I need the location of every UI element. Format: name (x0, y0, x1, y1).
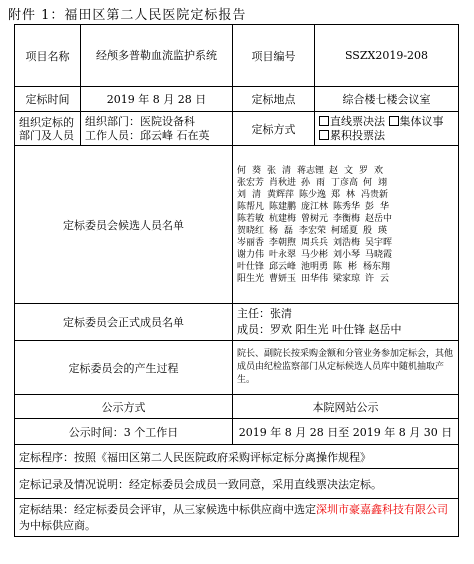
time-value: 2019 年 8 月 28 日 (81, 87, 233, 112)
candidate-name: 瑛 (378, 225, 388, 236)
candidate-name: 梁家琼 (333, 273, 361, 284)
candidate-row (237, 273, 454, 285)
candidate-name: 文 (344, 165, 354, 176)
candidate-name: 葵 (252, 165, 262, 176)
candidate-name: 磊 (284, 225, 294, 236)
candidate-name: 赵岳中 (365, 213, 393, 224)
method-label: 定标方式 (233, 112, 315, 146)
org-info (81, 112, 233, 146)
candidate-name: 岑丽香 (237, 237, 265, 248)
option-cumulative-vote[interactable]: 累积投票法 (319, 129, 385, 142)
candidate-name: 蒋志锂 (297, 165, 325, 176)
candidates-label: 定标委员会候选人员名单 (15, 146, 233, 304)
members-chair: 主任：张清 (237, 307, 292, 320)
candidate-name: 马少彬 (301, 249, 329, 260)
candidate-name: 赵 (329, 165, 339, 176)
candidate-name: 邱云峰 (269, 261, 297, 272)
candidate-name: 刘浩梅 (333, 237, 361, 248)
option-collective[interactable]: 集体议事 (389, 115, 444, 128)
members-info (233, 304, 459, 341)
process-label: 定标委员会的产生过程 (15, 341, 233, 395)
candidate-name: 雨 (316, 177, 326, 188)
candidate-name: 贺晓红 (237, 225, 265, 236)
candidate-name: 刘小琴 (333, 249, 361, 260)
members-label: 定标委员会正式成员名单 (15, 304, 233, 341)
candidate-name: 肖秋进 (269, 177, 297, 188)
publicity-mode-label: 公示方式 (15, 395, 233, 419)
candidate-name: 马晓霞 (365, 249, 393, 260)
candidate-name: 杨东翔 (363, 261, 391, 272)
candidate-name: 庞江林 (301, 201, 329, 212)
candidate-name: 何 (363, 177, 373, 188)
candidate-row (237, 237, 454, 249)
candidate-name: 叶仕锋 (237, 261, 265, 272)
candidates-list (233, 146, 459, 304)
candidate-name: 池明勇 (301, 261, 329, 272)
candidate-name: 陈若敏 (237, 213, 265, 224)
candidate-name: 杭建梅 (269, 213, 297, 224)
project-code-label: 项目编号 (233, 25, 315, 87)
candidate-name: 李宏荣 (299, 225, 327, 236)
candidate-row (237, 225, 454, 237)
candidate-name: 林 (346, 189, 356, 200)
candidate-name: 陈少逸 (299, 189, 327, 200)
place-label: 定标地点 (233, 87, 315, 112)
option-straight-vote[interactable]: 直线票决法 (319, 115, 385, 128)
candidate-name: 叶永翠 (269, 249, 297, 260)
candidate-name: 彬 (348, 261, 358, 272)
candidate-name: 吴宇晖 (365, 237, 393, 248)
candidate-row (237, 165, 454, 177)
candidate-name: 周兵兵 (301, 237, 329, 248)
candidate-name: 刘 (237, 189, 247, 200)
candidate-row (237, 189, 454, 201)
candidate-name: 何 (237, 165, 247, 176)
candidate-row (237, 261, 454, 273)
candidate-name: 李衡梅 (333, 213, 361, 224)
candidate-row (237, 249, 454, 261)
candidate-name: 陈 (333, 261, 343, 272)
candidate-name: 孙 (301, 177, 311, 188)
project-code-value: SSZX2019-208 (315, 25, 459, 87)
candidate-row (237, 213, 454, 225)
candidate-name: 丁彦高 (331, 177, 359, 188)
candidate-name: 李朝煦 (269, 237, 297, 248)
org-staff: 工作人员：邱云峰 石在英 (85, 128, 210, 142)
checkbox-icon (319, 130, 329, 140)
candidate-name: 柯瑶夏 (331, 225, 359, 236)
candidate-name: 阳生光 (237, 273, 265, 284)
publicity-time-label: 公示时间：3 个工作日 (15, 419, 233, 445)
candidate-name: 殷 (363, 225, 373, 236)
bid-report-table (14, 24, 459, 537)
record-text: 定标记录及情况说明：经定标委员会成员一致同意，采用直线票决法定标。 (15, 469, 459, 499)
result-text (15, 499, 459, 537)
winning-company: 深圳市豪嘉鑫科技有限公司 (316, 502, 448, 516)
candidate-name: 郑 (331, 189, 341, 200)
candidate-name: 张宏芳 (237, 177, 265, 188)
candidate-name: 翊 (378, 177, 388, 188)
procedure-text: 定标程序：按照《福田区第二人民医院政府采购评标定标分离操作规程》 (15, 445, 459, 469)
method-options (315, 112, 459, 146)
candidate-name: 罗 (359, 165, 369, 176)
checkbox-checked-icon (319, 116, 329, 126)
candidate-row (237, 177, 454, 189)
members-list: 成员：罗欢 阳生光 叶仕锋 赵岳中 (237, 323, 402, 336)
candidate-name: 陈建鹏 (269, 201, 297, 212)
candidate-name: 欢 (374, 165, 384, 176)
time-label: 定标时间 (15, 87, 81, 112)
candidate-name: 华 (380, 201, 390, 212)
candidate-name: 冯贵新 (361, 189, 389, 200)
place-value: 综合楼七楼会议室 (315, 87, 459, 112)
org-dept: 组织部门：医院设备科 (85, 114, 195, 128)
candidate-name: 陈帮凡 (237, 201, 265, 212)
org-label: 组织定标的部门及人员 (15, 112, 81, 146)
candidate-name: 清 (252, 189, 262, 200)
candidate-row (237, 201, 454, 213)
project-name-label: 项目名称 (15, 25, 81, 87)
candidate-name: 曾树元 (301, 213, 329, 224)
candidate-name: 张 (267, 165, 277, 176)
candidate-name: 杨 (269, 225, 279, 236)
publicity-time-value: 2019 年 8 月 28 日至 2019 年 8 月 30 日 (233, 419, 459, 445)
candidate-name: 谢力伟 (237, 249, 265, 260)
result-suffix: 为中标供应商。 (19, 518, 96, 532)
process-text: 院长、副院长按采购金额和分管业务参加定标会，其他成员由纪检监察部门从定标候选人员库中随机抽取产生。 (233, 341, 459, 395)
candidate-name: 黄辉萍 (267, 189, 295, 200)
candidate-name: 许 (365, 273, 375, 284)
candidate-name: 田华伟 (301, 273, 329, 284)
candidate-name: 彭 (365, 201, 375, 212)
project-name-value: 经颅多普勒血流监护系统 (81, 25, 233, 87)
candidate-name: 曹妍玉 (269, 273, 297, 284)
candidate-name: 清 (282, 165, 292, 176)
candidate-name: 云 (380, 273, 390, 284)
publicity-mode-value: 本院网站公示 (233, 395, 459, 419)
result-prefix: 定标结果：经定标委员会评审，从三家候选中标供应商中选定 (19, 502, 316, 516)
document-title: 附件 1：福田区第二人民医院定标报告 (8, 8, 247, 23)
candidate-name: 陈秀华 (333, 201, 361, 212)
checkbox-icon (389, 116, 399, 126)
